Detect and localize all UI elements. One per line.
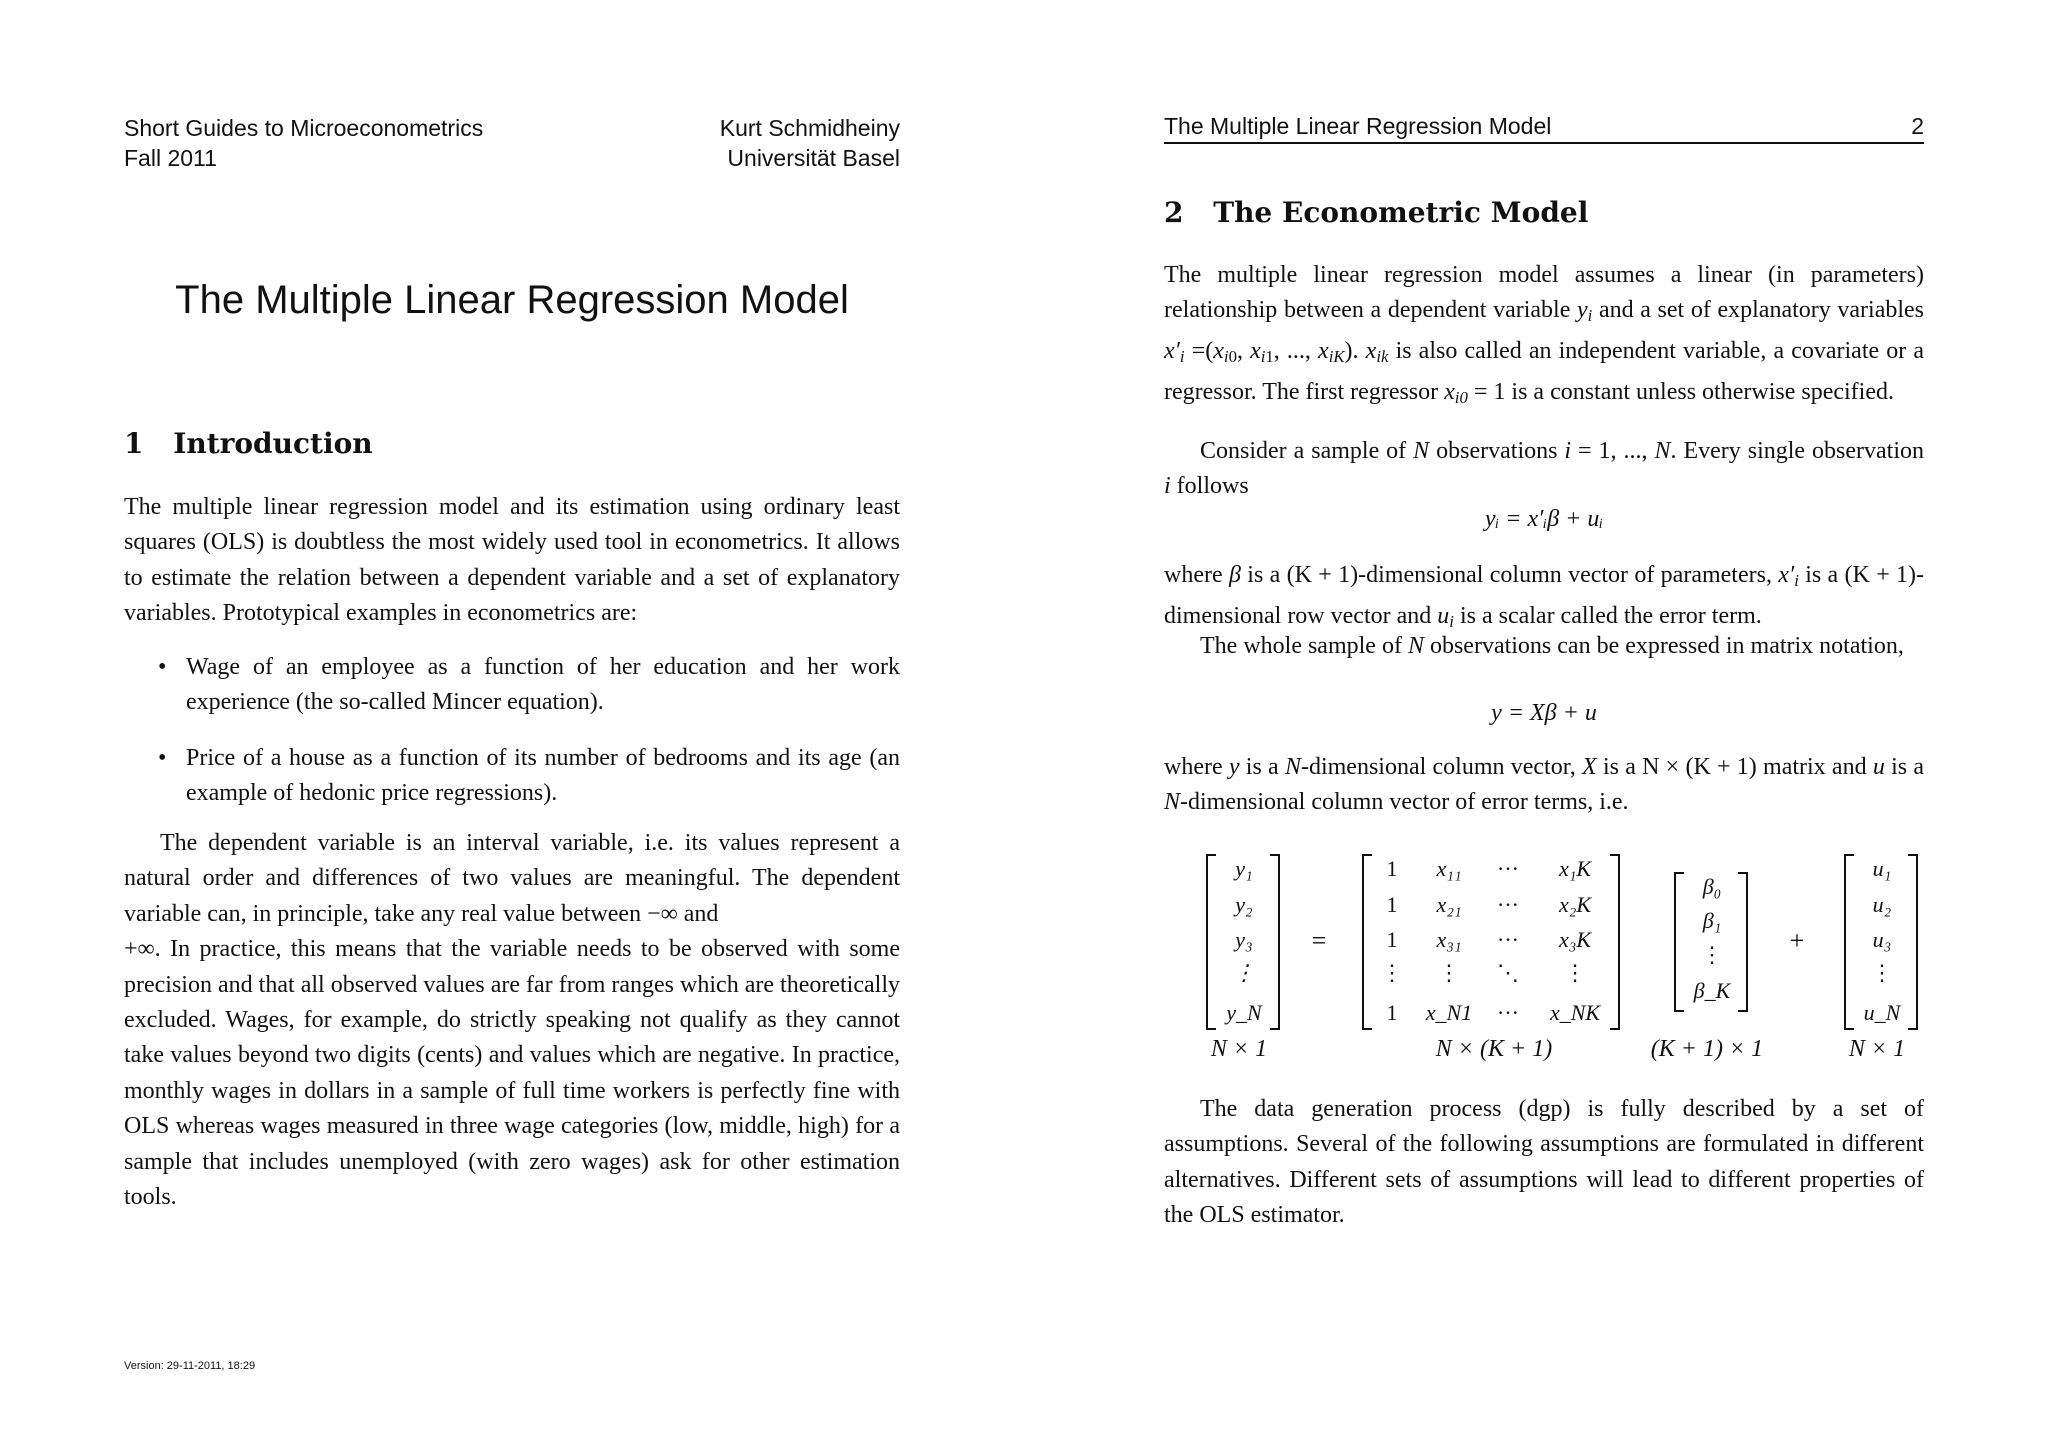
dim-label: N × 1: [1210, 1036, 1268, 1062]
x-entry: 1: [1386, 927, 1398, 952]
header-affiliation: Universität Basel: [727, 145, 900, 171]
header-rule: [1164, 142, 1924, 144]
version-stamp: Version: 29-11-2011, 18:29: [124, 1360, 256, 1372]
x-entry: x₃K: [1558, 927, 1592, 952]
equals-sign: =: [1311, 926, 1327, 955]
x-entry: 1: [1386, 856, 1398, 881]
section-number: 1: [124, 427, 144, 460]
y-entry: y₁: [1235, 856, 1253, 881]
x-entry: ⋮: [1381, 960, 1403, 985]
x-entry: ···: [1497, 892, 1519, 917]
bracket: [1362, 854, 1372, 1030]
bracket: [1610, 854, 1620, 1030]
u-entry: ⋮: [1871, 960, 1893, 985]
section-title: The Econometric Model: [1213, 196, 1589, 229]
header-author: [720, 113, 900, 173]
x-entry: 1: [1386, 1000, 1398, 1025]
x-entry: x_NK: [1549, 1000, 1601, 1025]
u-entry: u_N: [1863, 1000, 1901, 1025]
section-1-heading: [124, 427, 373, 460]
equation-individual: yᵢ = x′ᵢβ + uᵢ: [1484, 506, 1604, 532]
u-entry: u₃: [1872, 927, 1892, 952]
x-entry: ⋮: [1564, 960, 1586, 985]
u-entry: u₂: [1872, 892, 1892, 917]
x-entry: 1: [1386, 892, 1398, 917]
x-entry: x₂K: [1558, 892, 1592, 917]
examples-list: [124, 650, 900, 832]
plus-sign: +: [1789, 926, 1805, 955]
x-entry: x₁₁: [1436, 856, 1462, 881]
dependent-paragraph-part1: The dependent variable is an interval variable, i.e. its values represent a natural order and differences of two values are meaningful. The dependent variable can, in principle, take any real value between −∞ and: [124, 830, 900, 927]
dependent-variable-paragraph: [124, 826, 900, 1215]
y-entry: ⋮: [1233, 960, 1255, 985]
beta-entry: β₁: [1702, 908, 1722, 933]
dimensions-paragraph: where y is a N-dimensional column vector, X is a N × (K + 1) matrix and u is a N-dimensional column vector of error terms, i.e.: [1164, 754, 1924, 816]
model-paragraph: The multiple linear regression model assumes a linear (in parameters) relationship between a dependent variable $y_i$ and a set of explanatory variables $x'_i =(x_{i0}$, $x_{i1}$, ..., $x_{iK}$). $x_{ik}$ is also called an independent variable, a covariate or a regressor. The first regressor $x_{i0} = 1$ is a constant unless otherwise specified.: [1164, 262, 1925, 407]
bracket: [1844, 854, 1854, 1030]
bracket: [1206, 854, 1216, 1030]
y-entry: y₃: [1235, 927, 1253, 952]
document-title: The Multiple Linear Regression Model: [175, 278, 849, 322]
x-entry: ···: [1497, 856, 1519, 881]
x-entry: ⋱: [1497, 960, 1519, 985]
y-entry: y_N: [1226, 1000, 1262, 1025]
x-entry: x₁K: [1558, 856, 1592, 881]
x-entry: ⋮: [1438, 960, 1460, 985]
dgp-paragraph: The data generation process (dgp) is fully described by a set of assumptions. Several of the following assumptions are formulated in different alternatives. Different sets of assumptions will lead to different properties of the OLS estimator.: [1164, 1096, 1924, 1229]
matrix-notation-paragraph: The whole sample of N observations can be expressed in matrix notation,: [1200, 633, 1904, 659]
section-2-heading: [1164, 196, 1588, 229]
x-entry: ···: [1497, 1000, 1519, 1025]
x-entry: x₂₁: [1436, 892, 1462, 917]
header-author-name: Kurt Schmidheiny: [719, 115, 900, 141]
u-entry: u₁: [1872, 856, 1892, 881]
beta-entry: β_K: [1693, 978, 1731, 1003]
page-number: 2: [1911, 113, 1924, 139]
dim-label: N × 1: [1848, 1036, 1906, 1062]
dim-label: (K + 1) × 1: [1650, 1036, 1764, 1062]
bracket: [1674, 872, 1684, 1012]
x-entry: x₃₁: [1436, 927, 1462, 952]
header-term: Fall 2011: [124, 145, 217, 171]
x-entry: x_N1: [1425, 1000, 1473, 1025]
list-item: • Price of a house as a function of its number of bedrooms and its age (an example of hedonic price regressions).: [158, 744, 900, 807]
beta-entry: ⋮: [1701, 942, 1723, 967]
header-course: [124, 113, 483, 173]
dim-label: N × (K + 1): [1435, 1036, 1553, 1062]
header-course-title: Short Guides to Microeconometrics: [124, 115, 484, 141]
matrix-equation: [1164, 854, 1924, 1074]
intro-paragraph: The multiple linear regression model and its estimation using ordinary least squares (OLS) is doubtless the most widely used tool in econometrics. It allows to estimate the relation between a dependent variable and a set of explanatory variables. Prototypical examples in econometrics are:: [124, 494, 900, 627]
sample-paragraph: Consider a sample of N observations i = 1, ..., N. Every single observation i follows: [1164, 438, 1925, 500]
y-entry: y₂: [1235, 892, 1253, 917]
beta-entry: β₀: [1702, 874, 1722, 899]
parameters-paragraph: where β is a (K + 1)-dimensional column vector of parameters, $x'_i$ is a (K + 1)-dimensional row vector and $u_i$ is a scalar called the error term.: [1164, 562, 1925, 631]
running-header: The Multiple Linear Regression Model: [1164, 113, 1552, 139]
section-title: Introduction: [173, 427, 373, 460]
x-entry: ···: [1497, 927, 1519, 952]
dependent-paragraph-part2: +∞. In practice, this means that the variable needs to be observed with some precision and that all observed values are far from ranges which are theoretically excluded. Wages, for example, do strictly speaking not qualify as they cannot take values beyond two digits (cents) and values which are negative. In practice, monthly wages in dollars in a sample of full time workers is perfectly fine with OLS whereas wages measured in three wage categories (low, middle, high) for a sample that includes unemployed (with zero wages) ask for other estimation tools.: [124, 936, 900, 1211]
list-item: • Wage of an employee as a function of her education and her work experience (the so-called Mincer equation).: [158, 654, 900, 716]
equation-matrix: y = Xβ + u: [1491, 700, 1597, 726]
section-number: 2: [1164, 196, 1184, 229]
right-page: [1024, 0, 2048, 1448]
